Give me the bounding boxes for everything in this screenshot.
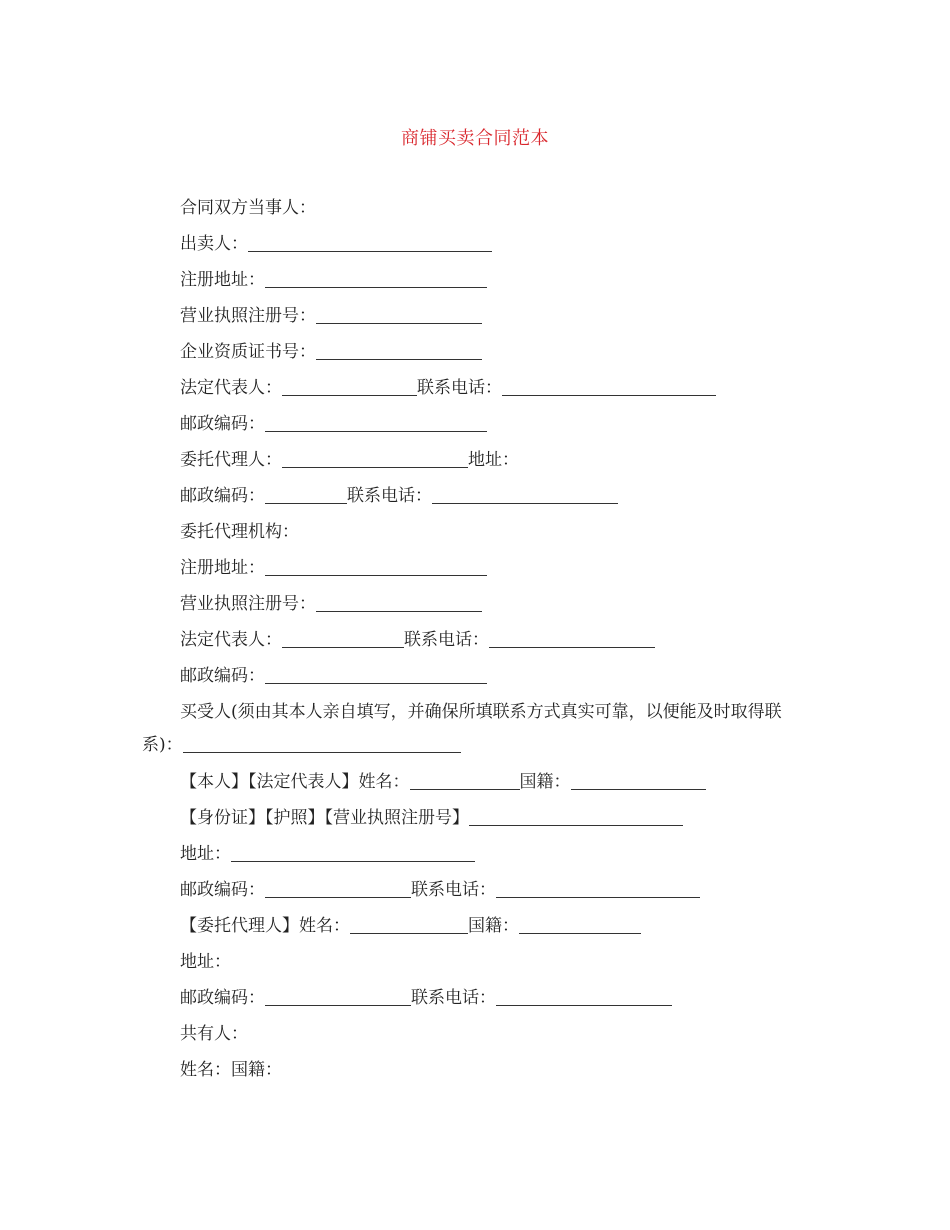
buyer-nationality-blank[interactable] <box>571 771 706 790</box>
buyer-agent-nationality-blank[interactable] <box>519 915 641 934</box>
seller-address-line: 注册地址： <box>142 268 822 304</box>
agency-license-line: 营业执照注册号： <box>142 592 822 628</box>
agency-legal-rep-blank[interactable] <box>282 629 404 648</box>
buyer-address-blank[interactable] <box>231 843 475 862</box>
buyer-phone-blank[interactable] <box>496 879 700 898</box>
buyer-agent-name-blank[interactable] <box>350 915 468 934</box>
buyer-name-line: 【本人】【法定代表人】姓名： 国籍： <box>142 770 822 806</box>
seller-qualification-line: 企业资质证书号： <box>142 340 822 376</box>
seller-license-line: 营业执照注册号： <box>142 304 822 340</box>
seller-qualification-blank[interactable] <box>316 341 482 360</box>
agent-line: 委托代理人： 地址： <box>180 450 519 470</box>
seller-blank[interactable] <box>248 233 492 252</box>
seller-postcode-line: 邮政编码： <box>142 412 822 448</box>
seller-line: 出卖人： <box>142 232 822 268</box>
agency-postcode-line: 邮政编码： <box>142 664 822 700</box>
buyer-postcode-line: 邮政编码： 联系电话： <box>142 878 822 914</box>
contract-body <box>142 196 822 1094</box>
agency-postcode-blank[interactable] <box>265 665 487 684</box>
co-owner-name-line: 姓名：国籍： <box>180 1060 282 1080</box>
agent-postcode-blank[interactable] <box>265 485 347 504</box>
agency-address-line: 注册地址： <box>142 556 822 592</box>
agency-heading: 委托代理机构： <box>180 522 299 542</box>
buyer-agent-phone-blank[interactable] <box>496 987 672 1006</box>
buyer-id-line: 【身份证】【护照】【营业执照注册号】 <box>142 806 822 842</box>
agent-phone-blank[interactable] <box>432 485 618 504</box>
seller-phone-blank[interactable] <box>502 377 716 396</box>
buyer-agent-postcode-line: 邮政编码： 联系电话： <box>142 986 822 1022</box>
buyer-agent-line: 【委托代理人】姓名： 国籍： <box>142 914 822 950</box>
buyer-agent-address-line: 地址： <box>180 952 231 972</box>
seller-legal-rep-line: 法定代表人： 联系电话： <box>142 376 822 412</box>
buyer-postcode-blank[interactable] <box>265 879 411 898</box>
agency-phone-blank[interactable] <box>489 629 655 648</box>
parties-heading: 合同双方当事人： <box>180 198 316 218</box>
buyer-address-line: 地址： <box>142 842 822 878</box>
buyer-blank[interactable] <box>183 734 461 753</box>
co-owner-heading: 共有人： <box>180 1024 248 1044</box>
buyer-agent-postcode-blank[interactable] <box>265 987 411 1006</box>
buyer-id-blank[interactable] <box>469 807 683 826</box>
seller-postcode-blank[interactable] <box>265 413 487 432</box>
agency-license-blank[interactable] <box>316 593 482 612</box>
seller-legal-rep-blank[interactable] <box>282 377 417 396</box>
buyer-name-blank[interactable] <box>410 771 520 790</box>
agent-postcode-line: 邮政编码： 联系电话： <box>142 484 822 520</box>
seller-license-blank[interactable] <box>316 305 482 324</box>
agency-legal-rep-line: 法定代表人： 联系电话： <box>142 628 822 664</box>
agent-blank[interactable] <box>282 449 468 468</box>
document-title: 商铺买卖合同范本 <box>401 128 549 149</box>
agency-address-blank[interactable] <box>265 557 487 576</box>
buyer-paragraph: 买受人(须由其本人亲自填写，并确保所填联系方式真实可靠，以便能及时取得联系)： <box>142 702 782 755</box>
seller-address-blank[interactable] <box>265 269 487 288</box>
